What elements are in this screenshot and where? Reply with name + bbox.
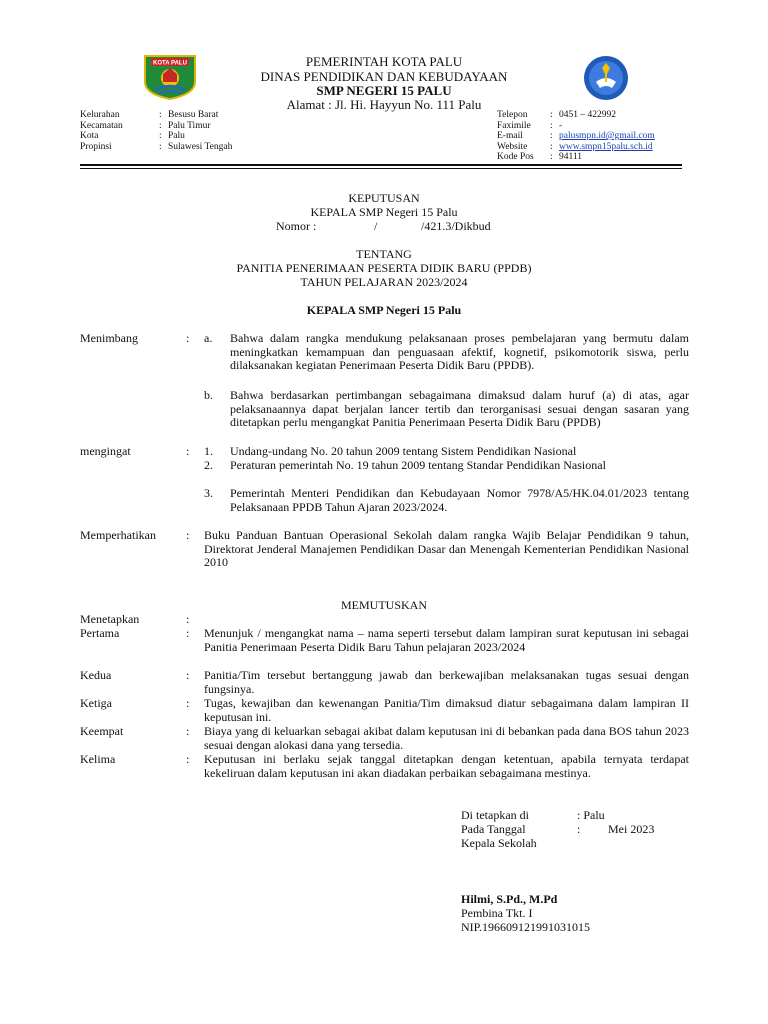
- memperhatikan-text: Buku Panduan Bantuan Operasional Sekolah dalam rangka Wajib Belajar Pendidikan 9 tahun, Direktorat Jenderal Manajemen Pendidikan Dasar dan Menengah Kementerian Pendidikan Nasional 2010: [204, 528, 689, 570]
- menimbang-item-a: Bahwa dalam rangka mendukung pelaksanaan proses pembelajaran yang bermutu dalam meningkatkan kemampuan dan penguasaan afektif, kognetif, psikomotorik siswa, perlu dilaksanakan kegiatan Penerimaan Peserta Didik Baru (PPDB).: [230, 331, 689, 373]
- decision-keempat: Biaya yang di keluarkan sebagai akibat dalam keputusan ini di bebankan pada dana BOS tahun 2023 sesuai dengan alokasi dana yang tersedia.: [204, 724, 689, 752]
- info-kelurahan: Besusu Barat: [168, 110, 219, 120]
- item-number: b.: [204, 388, 213, 402]
- section-colon: :: [186, 696, 190, 710]
- svg-text:KOTA PALU: KOTA PALU: [153, 60, 187, 67]
- section-colon: :: [186, 668, 190, 682]
- decree-tentang: TENTANG: [356, 247, 412, 261]
- email-link[interactable]: palusmpn.id@gmail.com: [559, 131, 655, 142]
- letterhead-divider-thin: [80, 168, 682, 169]
- section-colon: :: [186, 528, 190, 542]
- section-label-mengingat: mengingat: [80, 444, 131, 458]
- decision-label-keempat: Keempat: [80, 724, 124, 738]
- item-number: 3.: [204, 486, 213, 500]
- section-colon: :: [186, 331, 190, 345]
- signature-date-value: Mei 2023: [608, 822, 655, 836]
- letterhead-school: SMP NEGERI 15 PALU: [316, 83, 452, 98]
- mengingat-item-2: Peraturan pemerintah No. 19 tahun 2009 tentang Standar Pendidikan Nasional: [230, 458, 606, 472]
- section-label-menimbang: Menimbang: [80, 331, 138, 345]
- website-link[interactable]: www.smpn15palu.sch.id: [559, 141, 653, 152]
- menimbang-item-b: Bahwa berdasarkan pertimbangan sebagaimana dimaksud dalam huruf (a) di atas, agar pelaksanaannya dapat berjalan lancer tertib dan terorganisasi sesuai dengan sasaran yang ditetapkan perlu mengangkat Panitia Penerimaan Peserta Didik Baru (PPDB): [230, 388, 689, 430]
- section-label-menetapkan: Menetapkan: [80, 612, 140, 626]
- info-colon: :: [550, 110, 553, 120]
- letterhead-right-info: [497, 110, 687, 166]
- signatory-rank: Pembina Tkt. I: [461, 906, 533, 920]
- section-colon: :: [186, 626, 190, 640]
- section-label-memperhatikan: Memperhatikan: [80, 528, 156, 542]
- decree-title: KEPUTUSAN: [348, 191, 420, 205]
- decree-number-label: Nomor :: [276, 219, 317, 233]
- letterhead-address: Alamat : Jl. Hi. Hayyun No. 111 Palu: [286, 97, 482, 112]
- mengingat-item-3: Pemerintah Menteri Pendidikan dan Kebudayaan Nomor 7978/A5/HK.04.01/2023 tentang Pelaksanaan PPDB Tahun Ajaran 2023/2024.: [230, 486, 689, 514]
- info-colon: :: [550, 152, 553, 163]
- info-label: Telepon: [497, 110, 528, 120]
- decree-number-slash: /: [374, 219, 378, 233]
- decree-subject: PANITIA PENERIMAAN PESERTA DIDIK BARU (PPDB): [236, 261, 532, 275]
- section-colon: :: [186, 444, 190, 458]
- info-label: Propinsi: [80, 141, 112, 152]
- info-label: Kecamatan: [80, 120, 123, 131]
- info-label: Kota: [80, 131, 99, 142]
- signatory-name: Hilmi, S.Pd., M.Pd: [461, 892, 558, 906]
- signature-place-label: Di tetapkan di: [461, 808, 529, 822]
- signature-position: Kepala Sekolah: [461, 836, 537, 850]
- letterhead-divider: [80, 164, 682, 166]
- letterhead-left-info: [80, 110, 340, 154]
- signatory-nip: NIP.196609121991031015: [461, 920, 591, 934]
- item-number: 2.: [204, 458, 213, 472]
- info-label: Kode Pos: [497, 152, 534, 163]
- section-colon: :: [186, 612, 190, 626]
- info-kode-pos: 94111: [559, 152, 583, 163]
- decision-label-pertama: Pertama: [80, 626, 120, 640]
- info-colon: :: [159, 120, 162, 131]
- info-telepon: 0451 – 422992: [559, 110, 616, 120]
- mengingat-item-1: Undang-undang No. 20 tahun 2009 tentang Sistem Pendidikan Nasional: [230, 444, 577, 458]
- decision-label-kelima: Kelima: [80, 752, 116, 766]
- info-kota: Palu: [168, 131, 185, 142]
- decision-kelima: Keputusan ini berlaku sejak tanggal ditetapkan dengan ketentuan, apabila ternyata terdapat kekeliruan dalam keputusan ini akan diadakan perbaikan sebagaimana mestinya.: [204, 752, 689, 780]
- info-faximile: -: [559, 120, 563, 131]
- letterhead-department: DINAS PENDIDIKAN DAN KEBUDAYAAN: [260, 69, 508, 84]
- info-label: Faximile: [497, 120, 531, 131]
- info-colon: :: [550, 120, 553, 131]
- info-colon: :: [550, 141, 553, 152]
- section-colon: :: [186, 752, 190, 766]
- decision-label-kedua: Kedua: [80, 668, 112, 682]
- decree-number-tail: /421.3/Dikbud: [421, 219, 491, 233]
- decision-kedua: Panitia/Tim tersebut bertanggung jawab dan berkewajiban melaksanakan tugas sesuai dengan fungsinya.: [204, 668, 689, 696]
- item-number: a.: [204, 331, 213, 345]
- signature-date-label: Pada Tanggal: [461, 822, 526, 836]
- signature-date-colon: :: [577, 822, 581, 836]
- decree-issuer: KEPALA SMP Negeri 15 Palu: [310, 205, 458, 219]
- info-kecamatan: Palu Timur: [168, 120, 211, 131]
- info-colon: :: [159, 131, 162, 142]
- item-number: 1.: [204, 444, 213, 458]
- decision-pertama: Menunjuk / mengangkat nama – nama seperti tersebut dalam lampiran surat keputusan ini sebagai Panitia Penerimaan Peserta Didik Baru Tahun pelajaran 2023/2024: [204, 626, 689, 654]
- info-label: E-mail: [497, 131, 523, 142]
- info-label: Website: [497, 141, 528, 152]
- memutuskan-heading: MEMUTUSKAN: [340, 598, 427, 612]
- info-propinsi: Sulawesi Tengah: [168, 141, 233, 152]
- decision-ketiga: Tugas, kewajiban dan kewenangan Panitia/Tim dimaksud diatur sebagaimana dalam lampiran II keputusan ini.: [204, 696, 689, 724]
- info-label: Kelurahan: [80, 110, 120, 120]
- decree-subject-year: TAHUN PELAJARAN 2023/2024: [300, 275, 468, 289]
- info-colon: :: [159, 141, 162, 152]
- info-colon: :: [159, 110, 162, 120]
- signature-place-value: : Palu: [577, 808, 605, 822]
- section-colon: :: [186, 724, 190, 738]
- letterhead-government: PEMERINTAH KOTA PALU: [305, 54, 463, 69]
- decision-label-ketiga: Ketiga: [80, 696, 112, 710]
- decree-heading: KEPALA SMP Negeri 15 Palu: [306, 303, 462, 317]
- info-colon: :: [550, 131, 553, 142]
